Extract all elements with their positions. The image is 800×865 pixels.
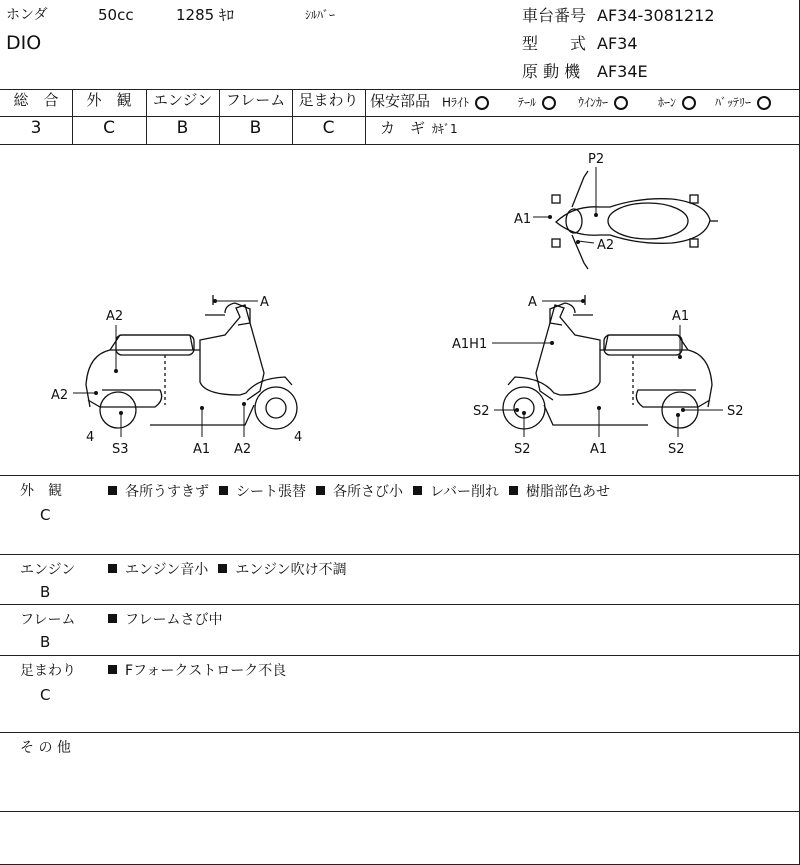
right-label-a1h1: A1H1 — [452, 337, 488, 352]
right-label-s2-front-bottom: S2 — [514, 442, 531, 457]
left-label-4-right: 4 — [294, 430, 303, 445]
engine-value: AF34E — [597, 62, 648, 81]
grade-frame-label: フレーム — [225, 91, 286, 109]
divider — [0, 655, 800, 656]
issue-item: シート張替 — [219, 484, 306, 500]
key-value: ｶｷﾞ1 — [432, 122, 458, 136]
frame-no: AF34-3081212 — [597, 6, 715, 25]
section-title: エンジン — [20, 562, 76, 578]
left-label-a: A — [260, 295, 269, 310]
scooter-top-view — [552, 171, 718, 269]
top-label-a1: A1 — [514, 212, 532, 227]
bullet-square-icon — [108, 564, 117, 573]
divider — [0, 811, 800, 812]
left-label-a2-bottom: A2 — [234, 442, 252, 457]
divider — [0, 604, 800, 605]
left-label-s3: S3 — [112, 442, 129, 457]
issue-list — [108, 664, 296, 678]
ok-circle-icon — [614, 96, 628, 110]
top-view-labels — [533, 167, 596, 243]
issue-item: フレームさび中 — [108, 612, 222, 628]
section-title: 外 観 — [20, 483, 62, 499]
bullet-square-icon — [316, 486, 325, 495]
right-label-a1-bottom: A1 — [590, 442, 608, 457]
mileage: 1285 ｷﾛ — [176, 6, 234, 24]
divider — [0, 554, 800, 555]
issue-list — [108, 563, 357, 577]
divider — [0, 89, 800, 90]
left-label-a2-rear: A2 — [51, 388, 69, 403]
right-label-s2-rear: S2 — [727, 404, 744, 419]
grade-exterior-value: C — [103, 118, 115, 138]
safety-item-battery: ﾊﾞｯﾃﾘｰ — [715, 96, 771, 110]
bullet-square-icon — [108, 486, 117, 495]
grade-engine-value: B — [176, 118, 189, 138]
issue-list — [108, 613, 232, 627]
issue-item: エンジン吹け不調 — [218, 562, 346, 578]
section-title: 足まわり — [20, 663, 76, 679]
left-label-a2-seat: A2 — [106, 309, 124, 324]
issue-item: エンジン音小 — [108, 562, 208, 578]
right-label-s2-rear-bottom: S2 — [668, 442, 685, 457]
left-label-4-left: 4 — [86, 430, 95, 445]
issue-item: 樹脂部色あせ — [509, 484, 610, 500]
model-name: DIO — [6, 32, 42, 54]
scooter-damage-diagram — [0, 145, 800, 475]
bullet-square-icon — [218, 564, 227, 573]
safety-item-headlight: Hﾗｲﾄ — [442, 96, 489, 110]
divider — [0, 475, 800, 476]
safety-item-tail: ﾃｰﾙ — [518, 96, 556, 110]
grade-exterior-label: 外 観 — [86, 91, 132, 109]
section-grade: C — [40, 506, 51, 524]
grade-overall-value: 3 — [30, 118, 42, 138]
right-label-s2-front: S2 — [473, 404, 490, 419]
bullet-square-icon — [108, 614, 117, 623]
type-value: AF34 — [597, 34, 638, 53]
left-label-a1: A1 — [193, 442, 211, 457]
safety-item-winker: ｳｲﾝｶｰ — [578, 96, 628, 110]
section-grade: B — [40, 583, 51, 601]
section-grade: B — [40, 633, 51, 651]
issue-item: 各所さび小 — [316, 484, 403, 500]
grade-engine-label: エンジン — [152, 91, 213, 109]
section-grade: C — [40, 686, 51, 704]
safety-label: 保安部品 — [370, 92, 431, 110]
ok-circle-icon — [682, 96, 696, 110]
bullet-square-icon — [413, 486, 422, 495]
frame-no-label: 車台番号 — [522, 6, 587, 25]
maker: ホンダ — [6, 7, 48, 23]
issue-item: 各所うすきず — [108, 484, 209, 500]
color: ｼﾙﾊﾞｰ — [305, 8, 336, 22]
ok-circle-icon — [475, 96, 489, 110]
top-label-a2: A2 — [597, 238, 615, 253]
right-label-a1-seat: A1 — [672, 309, 690, 324]
bullet-square-icon — [108, 665, 117, 674]
safety-item-horn: ﾎｰﾝ — [658, 96, 696, 110]
section-title: フレーム — [20, 612, 76, 628]
top-label-p2: P2 — [588, 152, 605, 167]
ok-circle-icon — [757, 96, 771, 110]
issue-item: Fフォークストローク不良 — [108, 663, 286, 679]
divider — [0, 732, 800, 733]
grade-suspension-value: C — [322, 118, 335, 138]
grade-suspension-label: 足まわり — [298, 91, 359, 109]
issue-list — [108, 485, 620, 499]
grade-overall-label: 総 合 — [13, 91, 59, 109]
issue-item: レバー削れ — [413, 484, 499, 500]
displacement: 50cc — [98, 6, 134, 24]
type-label: 型 式 — [522, 34, 587, 53]
bullet-square-icon — [219, 486, 228, 495]
engine-label: 原 動 機 — [522, 62, 581, 81]
section-title: そ の 他 — [20, 740, 71, 756]
ok-circle-icon — [542, 96, 556, 110]
grade-frame-value: B — [249, 118, 262, 138]
bullet-square-icon — [509, 486, 518, 495]
right-label-a: A — [528, 295, 537, 310]
key-label: カ ギ — [380, 119, 426, 137]
